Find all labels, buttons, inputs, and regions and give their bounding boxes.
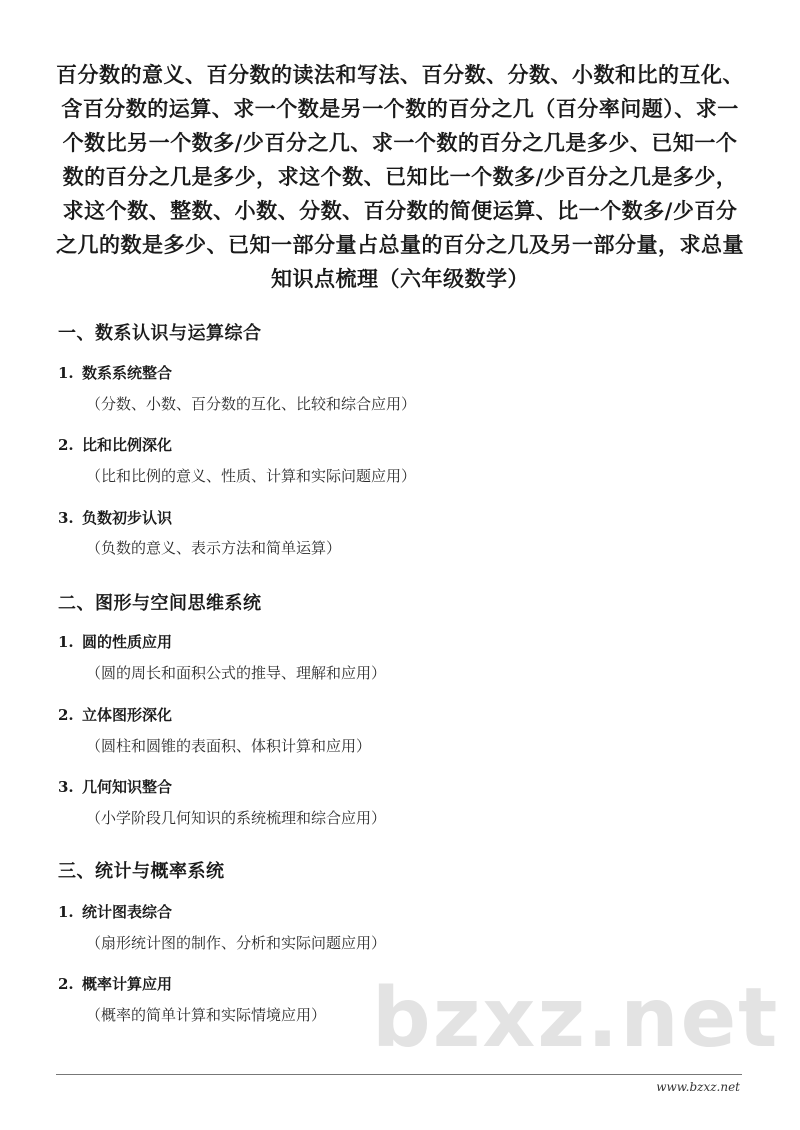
footer-divider <box>56 1074 742 1075</box>
item-number: 3. <box>58 509 74 527</box>
item-number: 2. <box>58 975 74 993</box>
item-number: 1. <box>58 903 74 921</box>
item-title-2-3 <box>58 776 172 797</box>
item-number: 1. <box>58 364 74 382</box>
item-heading: 负数初步认识 <box>82 509 173 527</box>
item-heading: 比和比例深化 <box>82 436 173 454</box>
item-heading: 统计图表综合 <box>82 903 173 921</box>
section-title-3: 三、统计与概率系统 <box>58 861 225 882</box>
footer-url: www.bzxz.net <box>656 1080 740 1094</box>
document-title: 百分数的意义、百分数的读法和写法、百分数、分数、小数和比的互化、含百分数的运算、求一个数是另一个数的百分之几（百分率问题）、求一个数比另一个数多/少百分之几、求一个数的百分之几是多少、已知一个数的百分之几是多少，求这个数、已知比一个数多/少百分之几是多少，求这个数、整数、小数、分数、百分数的简便运算、比一个数多/少百分之几的数是多少、已知一部分量占总量的百分之几及另一部分量，求总量知识点梳理（六年级数学） <box>56 62 744 291</box>
item-number: 2. <box>58 706 74 724</box>
item-heading: 数系系统整合 <box>82 364 173 382</box>
item-desc-1-1: （分数、小数、百分数的互化、比较和综合应用） <box>86 395 417 413</box>
item-heading: 立体图形深化 <box>82 706 173 724</box>
item-title-1-3 <box>58 507 172 528</box>
section-title-2: 二、图形与空间思维系统 <box>58 593 262 614</box>
item-number: 2. <box>58 436 74 454</box>
item-title-3-1 <box>58 901 172 922</box>
item-desc-2-2: （圆柱和圆锥的表面积、体积计算和应用） <box>86 737 372 755</box>
item-number: 3. <box>58 778 74 796</box>
item-desc-2-1: （圆的周长和面积公式的推导、理解和应用） <box>86 664 387 682</box>
item-number: 1. <box>58 633 74 651</box>
item-desc-3-2: （概率的简单计算和实际情境应用） <box>86 1006 327 1024</box>
item-title-3-2 <box>58 973 172 994</box>
item-desc-3-1: （扇形统计图的制作、分析和实际问题应用） <box>86 934 387 952</box>
item-desc-1-2: （比和比例的意义、性质、计算和实际问题应用） <box>86 467 417 485</box>
item-title-1-2 <box>58 434 172 455</box>
item-heading: 概率计算应用 <box>82 975 173 993</box>
item-desc-2-3: （小学阶段几何知识的系统梳理和综合应用） <box>86 809 387 827</box>
item-heading: 圆的性质应用 <box>82 633 173 651</box>
item-desc-1-3: （负数的意义、表示方法和简单运算） <box>86 539 342 557</box>
section-title-1: 一、数系认识与运算综合 <box>58 323 262 344</box>
item-title-1-1 <box>58 362 172 383</box>
item-title-2-2 <box>58 704 172 725</box>
item-heading: 几何知识整合 <box>82 778 173 796</box>
item-title-2-1 <box>58 631 172 652</box>
watermark: bzxz.net <box>372 971 780 1066</box>
